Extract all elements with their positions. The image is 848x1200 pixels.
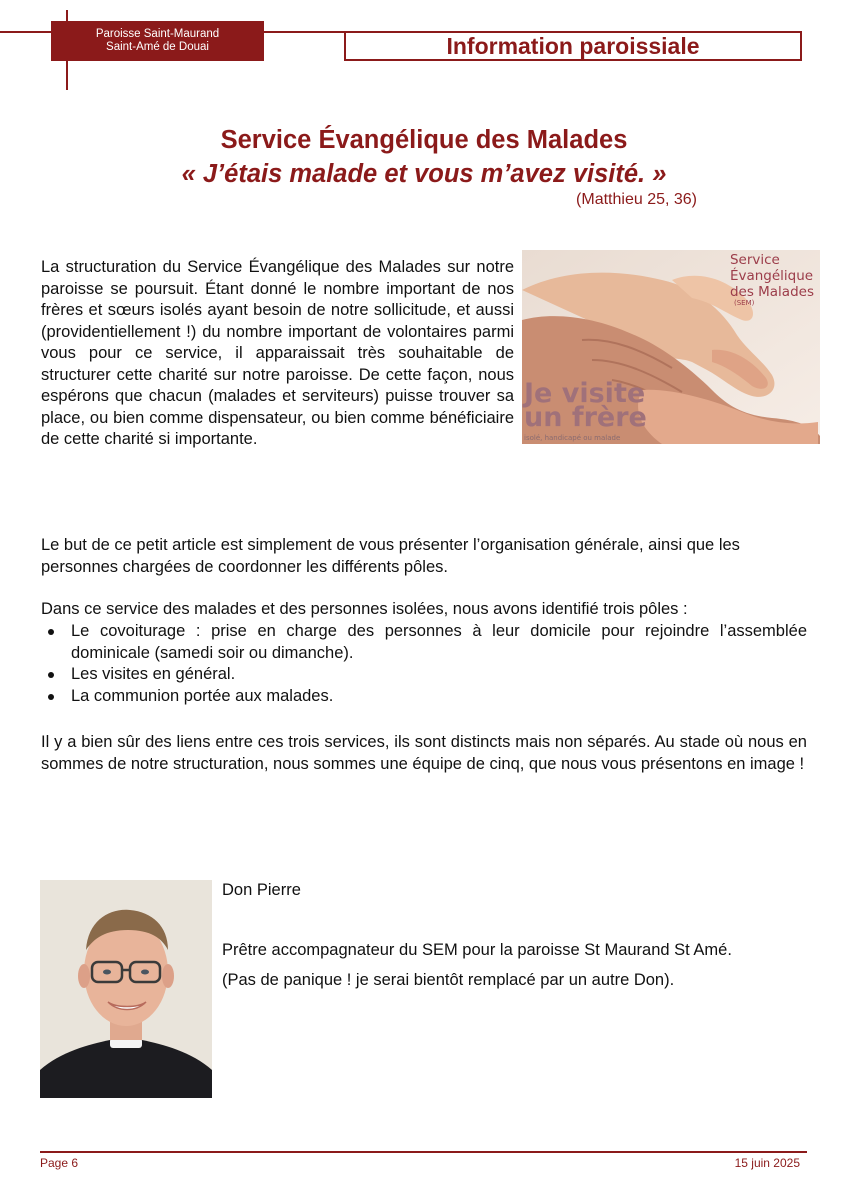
list-item (41, 664, 807, 686)
section-title: Information paroissiale (344, 31, 802, 61)
sem-slogan-line-2: un frère (524, 402, 647, 433)
article-title: Service Évangélique des Malades (220, 126, 628, 154)
footer-rule (40, 1151, 807, 1153)
sem-logo-text (730, 252, 814, 300)
list-item (41, 686, 807, 708)
poles-intro: Dans ce service des malades et des personnes isolées, nous avons identifié trois pôles : (41, 600, 688, 618)
article-quote (0, 160, 848, 189)
portrait-photo (40, 880, 212, 1098)
parish-name-box (51, 21, 264, 61)
sem-logo-line-3: des Malades (729, 284, 814, 300)
sem-slogan-line-1: Je visite (524, 378, 646, 409)
issue-date: 15 juin 2025 (734, 1156, 800, 1170)
parish-line-2: Saint-Amé de Douai (106, 41, 209, 53)
purpose-paragraph: Le but de ce petit article est simplement de vous présenter l’organisation générale, ainsi que les personnes chargées de coordonner les différents pôles. (41, 536, 740, 576)
sem-slogan (524, 378, 647, 433)
links-paragraph: Il y a bien sûr des liens entre ces trois services, ils sont distincts mais non séparés. Au stade où nous en sommes de notre structuration, nous sommes une équipe de cinq, que nous vous présentons en image ! (41, 733, 807, 773)
list-item (41, 621, 807, 664)
priest-portrait (40, 880, 212, 1098)
pole-text: La communion portée aux malades. (71, 686, 334, 705)
sem-logo-abbr: (SEM) (734, 299, 755, 307)
parish-line-1: Paroisse Saint-Maurand (95, 28, 220, 40)
bullet-icon (48, 629, 54, 635)
page-number: Page 6 (40, 1156, 79, 1170)
header-cross-vertical (66, 10, 68, 90)
sem-logo-line-1: Service (729, 252, 780, 268)
intro-paragraph: La structuration du Service Évangélique des Malades sur notre paroisse se poursuit. Étant donné le nombre important de nos frères et sœurs isolés ayant besoin de notre sollicitude, et aussi (providentiellement !) du nombre important de volontaires parmi vous pour ce service, il apparaissait très souhaitable de structurer cette charité sur notre paroisse. De cette façon, nous espérons que chacun (malades et serviteurs) puisse trouver sa place, ou bien comme dispensateur, ou bien comme bénéficiaire de cette charité si importante. (41, 258, 514, 448)
poles-list (41, 621, 807, 707)
person-role: Prêtre accompagnateur du SEM pour la paroisse St Maurand St Amé. (222, 941, 732, 959)
quote-text: « J’étais malade et vous m’avez visité. » (181, 160, 667, 188)
quote-reference: (Matthieu 25, 36) (576, 191, 697, 208)
pole-text: Le covoiturage : prise en charge des personnes à leur domicile pour rejoindre l’assemblée dominicale (samedi soir ou dimanche). (71, 622, 807, 662)
bullet-icon (48, 672, 54, 678)
person-name: Don Pierre (222, 881, 301, 899)
sem-logo-line-2: Évangélique (729, 268, 814, 284)
pole-text: Les visites en général. (71, 665, 236, 683)
sem-tagline: isolé, handicapé ou malade (524, 434, 621, 442)
sem-hands-image (522, 250, 820, 444)
person-note: (Pas de panique ! je serai bientôt remplacé par un autre Don). (222, 971, 675, 989)
bullet-icon (48, 694, 54, 700)
